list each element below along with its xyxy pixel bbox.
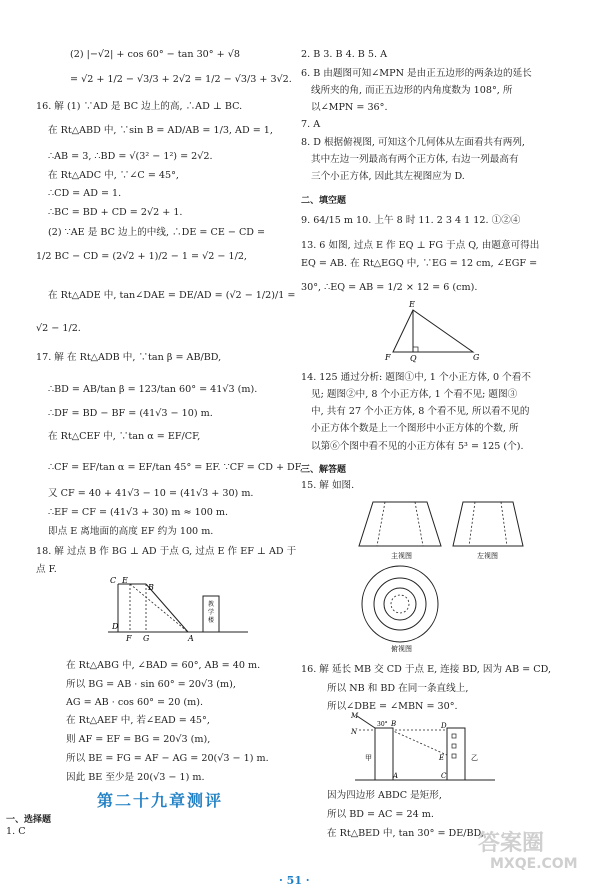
fig18-label-G: G bbox=[143, 634, 150, 643]
left-view-label: 左视图 bbox=[477, 552, 498, 560]
fig18-building-label: 教学楼 bbox=[208, 601, 215, 624]
fig16-label-jia: 甲 bbox=[365, 754, 372, 762]
fig18-label-D: D bbox=[112, 622, 119, 631]
left-line-28: 所以 BE = FG = AF − AG = 20(√3 − 1) m. bbox=[66, 753, 269, 764]
left-line-6: 在 Rt△ADC 中, ∵∠C = 45°, bbox=[48, 170, 179, 181]
right-line-20: 所以 NB 和 BD 在同一条直线上, bbox=[327, 683, 469, 694]
fig16-label-N: N bbox=[351, 728, 358, 736]
right-line-5: 7. A bbox=[301, 119, 321, 130]
figure-13-triangle bbox=[383, 300, 483, 362]
chapter-title: 第二十九章测评 bbox=[97, 791, 224, 810]
fig16-angle: 30° bbox=[377, 721, 388, 728]
right-line-18: 15. 解 如图. bbox=[301, 480, 355, 491]
right-line-14: 见; 题图②中, 8 个小正方体, 1 个看不见; 题图③ bbox=[311, 389, 518, 400]
left-line-24: 所以 BG = AB · sin 60° = 20√3 (m), bbox=[66, 679, 236, 690]
fig13-label-F: F bbox=[385, 353, 391, 362]
right-line-11: EQ = AB. 在 Rt△EGQ 中, ∵EG = 12 cm, ∠EGF = bbox=[301, 258, 538, 269]
left-line-22: 点 F. bbox=[36, 564, 57, 575]
left-line-3: 16. 解 (1) ∵AD 是 BC 边上的高, ∴AD ⊥ BC. bbox=[36, 101, 243, 112]
left-line-13: 17. 解 在 Rt△ADB 中, ∵tan β = AB/BD, bbox=[36, 352, 222, 363]
right-line-4: 以∠MPN = 36°. bbox=[311, 102, 388, 113]
fig18-label-C: C bbox=[110, 576, 117, 585]
fig18-label-F: F bbox=[126, 634, 132, 643]
left-line-9: (2) ∵AE 是 BC 边上的中线, ∴DE = CE − CD = bbox=[48, 227, 266, 238]
left-line-15: ∴DF = BD − BF = (41√3 − 10) m. bbox=[48, 408, 213, 419]
left-line-5: ∴AB = 3, ∴BD = √(3² − 1²) = 2√2. bbox=[48, 151, 213, 162]
left-line-2: = √2 + 1/2 − √3/3 + 2√2 = 1/2 − √3/3 + 3√2. bbox=[70, 74, 292, 85]
fig18-label-A: A bbox=[188, 634, 194, 643]
page-number: · 51 · bbox=[279, 874, 310, 887]
left-line-20: 即点 E 离地面的高度 EF 约为 100 m. bbox=[48, 526, 214, 537]
right-line-15: 中, 共有 27 个小正方体, 8 个看不见, 所以看不见的 bbox=[311, 406, 530, 417]
left-line-12: √2 − 1/2. bbox=[36, 323, 81, 334]
left-line-1: (2) |−√2| + cos 60° − tan 30° + √8 bbox=[70, 49, 240, 60]
fig16-label-yi: 乙 bbox=[471, 754, 478, 762]
left-line-19: ∴EF = CF = (41√3 + 30) m ≈ 100 m. bbox=[48, 507, 229, 518]
watermark-logo: 答案圈 bbox=[478, 831, 545, 856]
right-line-1: 2. B 3. B 4. B 5. A bbox=[301, 49, 388, 60]
right-line-17: 以第⑥个图中看不见的小正方体有 5³ = 125 (个). bbox=[311, 441, 524, 452]
right-line-9: 9. 64/15 m 10. 上午 8 时 11. 2 3 4 1 12. ①②④ bbox=[301, 215, 521, 226]
left-line-8: ∴BC = BD + CD = 2√2 + 1. bbox=[48, 207, 183, 218]
left-line-30: 1. C bbox=[6, 826, 26, 837]
right-line-10: 13. 6 如图, 过点 E 作 EQ ⊥ FG 于点 Q, 由题意可得出 bbox=[301, 240, 540, 251]
left-line-25: AG = AB · cos 60° = 20 (m). bbox=[66, 697, 204, 708]
right-line-21: 所以∠DBE = ∠MBN = 30°. bbox=[327, 701, 458, 712]
section-heading-choice: 一、选择题 bbox=[6, 815, 52, 825]
fig16-label-E: E bbox=[439, 754, 445, 762]
right-line-7: 其中左边一列最高有两个正方体, 右边一列最高有 bbox=[311, 154, 519, 165]
right-line-23: 所以 BD = AC = 24 m. bbox=[327, 809, 434, 820]
fig16-label-C: C bbox=[441, 772, 447, 780]
right-line-12: 30°, ∴EQ = AB = 1/2 × 12 = 6 (cm). bbox=[301, 282, 478, 293]
right-line-3: 线所夹的角, 而正五边形的内角度数为 108°, 所 bbox=[311, 85, 513, 96]
left-line-27: 则 AF = EF = BG = 20√3 (m), bbox=[66, 734, 211, 745]
figure-18-building-diagram bbox=[108, 574, 258, 642]
left-line-18: 又 CF = 40 + 41√3 − 10 = (41√3 + 30) m. bbox=[48, 488, 254, 499]
left-line-4: 在 Rt△ABD 中, ∵sin B = AD/AB = 1/3, AD = 1, bbox=[48, 125, 273, 136]
fig13-label-E: E bbox=[409, 300, 415, 309]
right-line-6: 8. D 根据俯视图, 可知这个几何体从左面看共有两列, bbox=[301, 137, 525, 148]
right-line-19: 16. 解 延长 MB 交 CD 于点 E, 连接 BD, 因为 AB = CD, bbox=[301, 664, 552, 675]
fig16-label-A: A bbox=[393, 772, 399, 780]
left-line-14: ∴BD = AB/tan β = 123/tan 60° = 41√3 (m). bbox=[48, 384, 258, 395]
fig16-label-B: B bbox=[391, 720, 397, 728]
left-line-17: ∴CF = EF/tan α = EF/tan 45° = EF. ∵CF = CD + DF, bbox=[48, 462, 303, 473]
section-heading-1: 二、填空题 bbox=[301, 196, 347, 206]
fig13-label-G: G bbox=[473, 353, 480, 362]
right-line-22: 因为四边形 ABDC 是矩形, bbox=[327, 790, 442, 801]
left-line-7: ∴CD = AD = 1. bbox=[48, 188, 122, 199]
fig18-label-E: E bbox=[122, 576, 128, 585]
section-heading-2: 三、解答题 bbox=[301, 465, 347, 475]
fig18-label-B: B bbox=[148, 583, 154, 592]
front-view-label: 主视图 bbox=[391, 552, 412, 560]
right-line-13: 14. 125 通过分析: 题图①中, 1 个小正方体, 0 个看不 bbox=[301, 372, 531, 383]
right-line-16: 小正方体个数是上一个图形中小正方体的个数, 所 bbox=[311, 423, 519, 434]
right-line-8: 三个小正方体, 因此其左视图应为 D. bbox=[311, 171, 465, 182]
left-line-21: 18. 解 过点 B 作 BG ⊥ AD 于点 G, 过点 E 作 EF ⊥ AD 于 bbox=[36, 546, 297, 557]
watermark-url: MXQE.COM bbox=[490, 856, 578, 872]
fig13-label-Q: Q bbox=[410, 354, 417, 363]
left-line-29: 因此 BE 至少是 20(√3 − 1) m. bbox=[66, 772, 205, 783]
left-line-10: 1/2 BC − CD = (2√2 + 1)/2 − 1 = √2 − 1/2, bbox=[36, 251, 247, 262]
left-line-16: 在 Rt△CEF 中, ∵tan α = EF/CF, bbox=[48, 431, 201, 442]
left-line-23: 在 Rt△ABG 中, ∠BAD = 60°, AB = 40 m. bbox=[66, 660, 261, 671]
left-line-26: 在 Rt△AEF 中, 若∠EAD = 45°, bbox=[66, 715, 210, 726]
figure-16-two-buildings bbox=[351, 712, 505, 784]
top-view-label: 俯视图 bbox=[391, 645, 412, 653]
right-line-2: 6. B 由题图可知∠MPN 是由正五边形的两条边的延长 bbox=[301, 68, 532, 79]
right-line-24: 在 Rt△BED 中, tan 30° = DE/BD, bbox=[327, 828, 484, 839]
fig16-label-D: D bbox=[441, 722, 447, 730]
figure-15-three-views bbox=[345, 494, 545, 652]
left-line-11: 在 Rt△ADE 中, tan∠DAE = DE/AD = (√2 − 1/2)/1 = bbox=[48, 290, 296, 301]
fig16-label-M: M bbox=[351, 712, 359, 720]
